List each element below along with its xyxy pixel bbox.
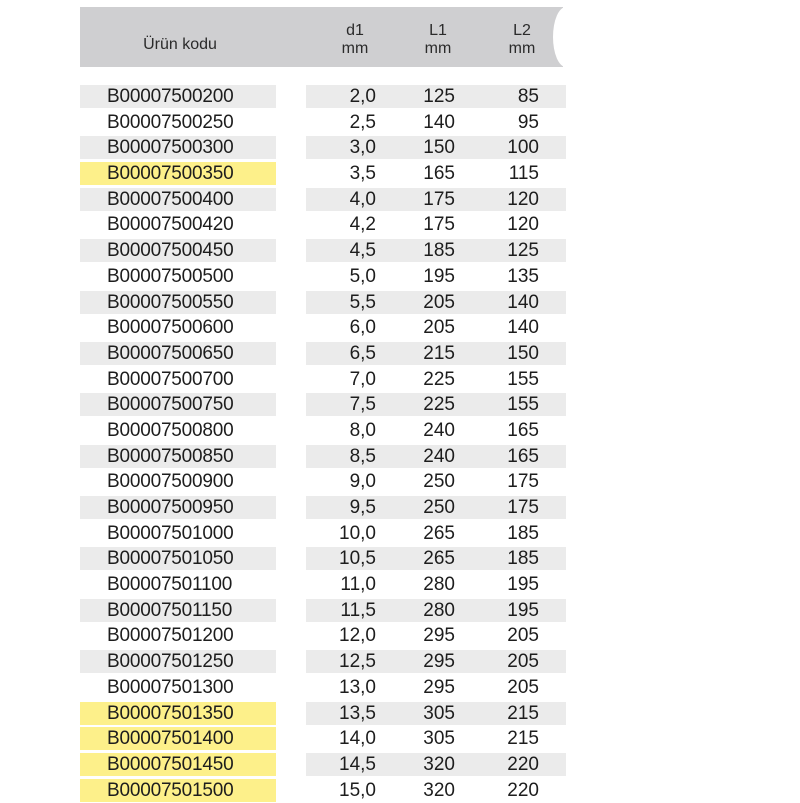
l2-cell: 215 [507,728,539,750]
l2-cell: 215 [507,702,539,724]
product-code-cell: B00007500500 [107,265,234,287]
l2-cell: 85 [517,86,539,107]
d1-cell: 9,5 [349,497,376,518]
product-code-cell: B00007501250 [107,651,234,673]
l2-cell: 120 [507,214,539,236]
d1-cell: 12,0 [339,625,376,647]
l1-cell: 295 [423,651,455,673]
product-code-cell: B00007500350 [107,163,234,185]
table-row [80,110,566,136]
d1-cell: 14,5 [339,753,376,775]
l1-cell: 175 [423,214,455,236]
l1-cell: 265 [423,548,455,570]
l1-cell: 240 [423,445,455,467]
l2-cell: 120 [507,188,539,210]
table-row [80,187,566,213]
l2-cell: 115 [508,163,539,185]
l1-cell: 205 [423,317,455,339]
table-row [80,418,566,444]
l2-cell: 175 [507,497,539,518]
product-code-cell: B00007501200 [107,625,234,647]
header-d1 [330,22,380,58]
table-row [80,469,566,495]
table-row [80,675,566,701]
l1-cell: 225 [423,394,455,416]
d1-cell: 3,5 [349,163,376,185]
l1-cell: 205 [423,291,455,313]
d1-cell: 4,5 [349,240,376,262]
table-row [80,264,566,290]
d1-cell: 7,5 [349,394,376,416]
l2-cell: 125 [507,240,539,262]
table-row [80,546,566,572]
product-code-cell: B00007500250 [107,111,234,133]
d1-cell: 8,5 [349,445,376,467]
l1-cell: 280 [423,599,455,621]
l1-cell: 305 [423,728,455,750]
header-d1-label: d1 [346,22,364,39]
l2-cell: 195 [507,574,539,596]
table-row [80,238,566,264]
table-row [80,495,566,521]
product-code-cell: B00007500900 [107,471,234,493]
d1-cell: 5,5 [349,291,376,313]
l1-cell: 125 [423,86,455,107]
l1-cell: 240 [423,419,455,441]
d1-cell: 6,0 [349,317,376,339]
product-code-cell: B00007501100 [107,574,233,596]
table-row [80,341,566,367]
l1-cell: 215 [423,342,455,364]
product-code-cell: B00007501450 [107,753,234,775]
product-code-cell: B00007501300 [107,676,234,698]
table-row [80,572,566,598]
table-row [80,84,566,110]
l2-cell: 205 [507,625,539,647]
product-code-cell: B00007500950 [107,497,234,518]
header-l1-label: L1 [429,22,447,39]
product-code-cell: B00007500600 [107,317,234,339]
header-l1-unit: mm [424,40,452,57]
d1-cell: 2,5 [349,111,376,133]
l1-cell: 295 [423,676,455,698]
d1-cell: 11,5 [340,599,376,621]
product-code-cell: B00007501400 [107,728,234,750]
l1-cell: 305 [423,702,455,724]
l2-cell: 95 [517,111,539,133]
l1-cell: 140 [423,111,455,133]
d1-cell: 4,2 [349,214,376,236]
l1-cell: 295 [423,625,455,647]
l2-cell: 155 [507,394,539,416]
header-l2-label: L2 [513,22,531,39]
l2-cell: 220 [507,779,539,801]
l2-cell: 140 [507,291,539,313]
product-code-cell: B00007500400 [107,188,234,210]
l2-cell: 205 [507,676,539,698]
l1-cell: 195 [423,265,455,287]
table-row [80,623,566,649]
d1-cell: 5,0 [349,265,376,287]
table-row [80,161,566,187]
table-row [80,135,566,161]
l1-cell: 150 [423,137,455,159]
l2-cell: 165 [507,419,539,441]
l2-cell: 185 [507,522,539,544]
l1-cell: 165 [423,163,455,185]
d1-cell: 13,0 [339,676,376,698]
header-product-code: Ürün kodu [143,36,217,53]
product-code-cell: B00007500550 [107,291,234,313]
product-code-cell: B00007500300 [107,137,234,159]
product-code-cell: B00007501350 [107,702,234,724]
product-code-cell: B00007500850 [107,445,234,467]
l2-cell: 205 [507,651,539,673]
table-row [80,290,566,316]
header-cap [553,7,579,67]
d1-cell: 9,0 [349,471,376,493]
table-row [80,752,566,778]
d1-cell: 12,5 [339,651,376,673]
header-d1-unit: mm [341,40,369,57]
d1-cell: 15,0 [339,779,376,801]
table-row [80,315,566,341]
d1-cell: 4,0 [349,188,376,210]
d1-cell: 3,0 [349,137,376,159]
l2-cell: 155 [507,368,539,390]
l1-cell: 320 [423,753,455,775]
l1-cell: 250 [423,471,455,493]
d1-cell: 10,5 [339,548,376,570]
l2-cell: 135 [507,265,539,287]
table-row [80,367,566,393]
product-code-cell: B00007500450 [107,240,234,262]
l1-cell: 280 [423,574,455,596]
l1-cell: 320 [423,779,455,801]
l2-cell: 150 [507,342,539,364]
l1-cell: 185 [423,240,455,262]
product-code-cell: B00007501500 [107,779,234,801]
table-row [80,521,566,547]
product-code-cell: B00007500700 [107,368,234,390]
l2-cell: 140 [507,317,539,339]
product-code-cell: B00007500800 [107,419,234,441]
product-code-cell: B00007500420 [107,214,234,236]
product-code-cell: B00007501050 [107,548,234,570]
l2-cell: 175 [507,471,539,493]
table-body [80,84,566,803]
product-code-cell: B00007500750 [107,394,234,416]
d1-cell: 2,0 [349,86,376,107]
l2-cell: 165 [507,445,539,467]
d1-cell: 10,0 [339,522,376,544]
product-code-cell: B00007501000 [107,522,234,544]
header-l1 [413,22,463,58]
l1-cell: 265 [423,522,455,544]
table-row [80,726,566,752]
table-row [80,212,566,238]
d1-cell: 8,0 [349,419,376,441]
product-code-cell: B00007501150 [107,599,233,621]
d1-cell: 13,5 [339,702,376,724]
header-l2-unit: mm [508,40,536,57]
l2-cell: 195 [507,599,539,621]
l2-cell: 100 [507,137,539,159]
l2-cell: 185 [507,548,539,570]
header-l2 [497,22,547,58]
d1-cell: 14,0 [339,728,376,750]
table-row [80,392,566,418]
product-code-cell: B00007500650 [107,342,234,364]
l2-cell: 220 [507,753,539,775]
table-row [80,444,566,470]
table-row [80,701,566,727]
product-code-cell: B00007500200 [107,86,234,107]
table-row [80,598,566,624]
table-row [80,778,566,803]
table-row [80,649,566,675]
l1-cell: 225 [423,368,455,390]
d1-cell: 7,0 [349,368,376,390]
l1-cell: 250 [423,497,455,518]
d1-cell: 11,0 [340,574,376,596]
l1-cell: 175 [423,188,455,210]
d1-cell: 6,5 [349,342,376,364]
